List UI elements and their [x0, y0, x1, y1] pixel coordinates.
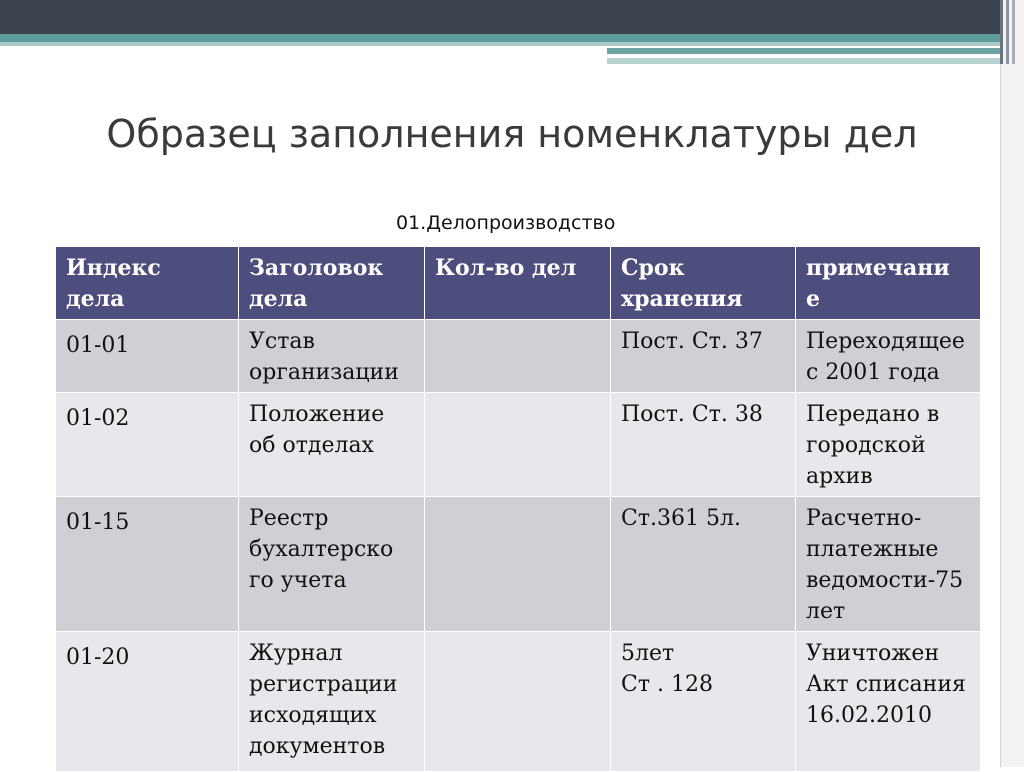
- table-row: [56, 497, 981, 632]
- cell-term: Пост. Ст. 38: [611, 393, 796, 497]
- cell-title: Устав организации: [239, 320, 425, 393]
- table-header-row: [56, 247, 981, 320]
- table-row: [56, 632, 981, 772]
- cell-count: [425, 497, 611, 632]
- top-band-dark: [0, 0, 1000, 34]
- cell-note: Переходящее с 2001 года: [796, 320, 981, 393]
- accent-stripe-upper: [607, 48, 1000, 54]
- section-subtitle: 01.Делопроизводство: [396, 212, 616, 234]
- cell-term: Ст.361 5л.: [611, 497, 796, 632]
- cell-index: 01-20: [56, 632, 239, 772]
- table-row: [56, 320, 981, 393]
- header-index: Индекс дела: [56, 247, 239, 320]
- header-note: примечани е: [796, 247, 981, 320]
- table-row: [56, 393, 981, 497]
- header-term: Срок хранения: [611, 247, 796, 320]
- nomenclature-table: [55, 246, 981, 772]
- cell-term: Пост. Ст. 37: [611, 320, 796, 393]
- cell-note: Передано в городской архив: [796, 393, 981, 497]
- top-band-light: [0, 42, 1000, 46]
- cell-title: Журнал регистрации исходящих документов: [239, 632, 425, 772]
- cell-index: 01-01: [56, 320, 239, 393]
- top-band-teal: [0, 34, 1000, 42]
- cell-count: [425, 393, 611, 497]
- cell-count: [425, 632, 611, 772]
- cell-note: Расчетно- платежные ведомости-75 лет: [796, 497, 981, 632]
- header-title: Заголовок дела: [239, 247, 425, 320]
- cell-index: 01-02: [56, 393, 239, 497]
- cell-title: Положение об отделах: [239, 393, 425, 497]
- slide-title: Образец заполнения номенклатуры дел: [106, 112, 918, 156]
- accent-stripe-lower: [607, 58, 1000, 64]
- cell-term: 5лет Ст . 128: [611, 632, 796, 772]
- header-count: Кол-во дел: [425, 247, 611, 320]
- cell-title: Реестр бухалтерско го учета: [239, 497, 425, 632]
- cell-index: 01-15: [56, 497, 239, 632]
- cell-count: [425, 320, 611, 393]
- right-edge-line: [1000, 64, 1001, 767]
- cell-note: Уничтожен Акт списания 16.02.2010: [796, 632, 981, 772]
